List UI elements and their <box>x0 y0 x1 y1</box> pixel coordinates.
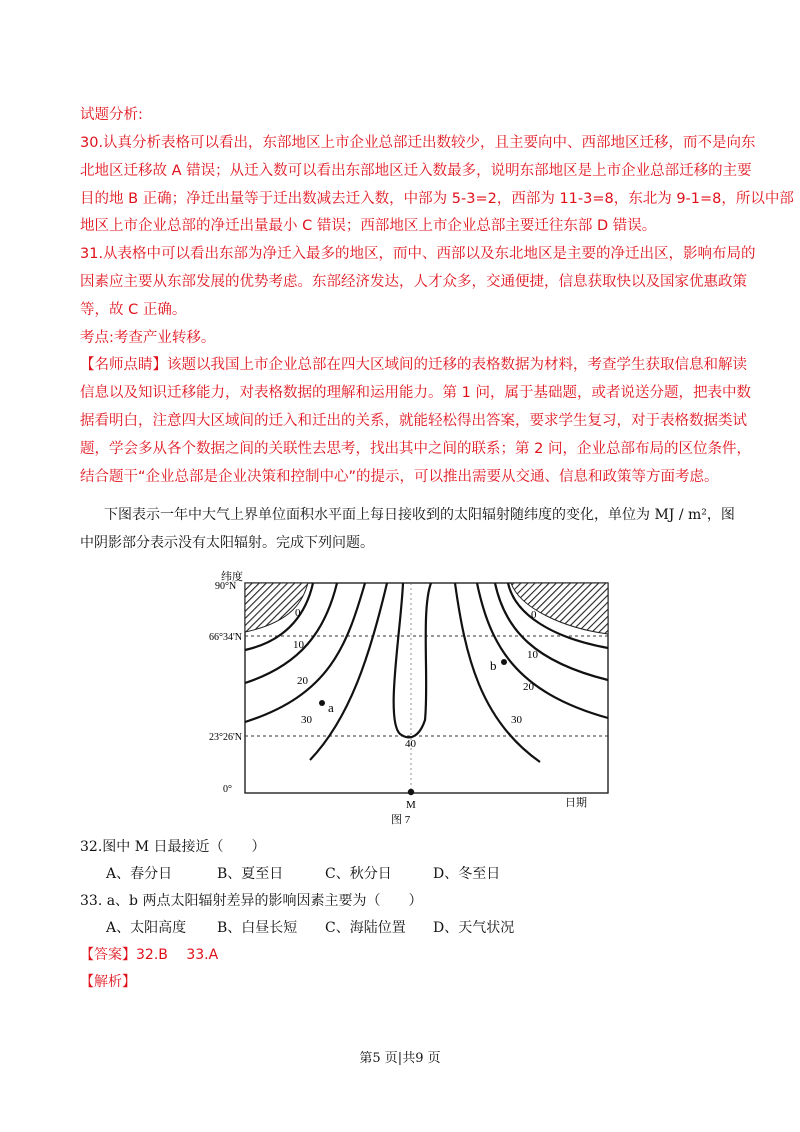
contour-label: 40 <box>405 738 416 750</box>
contour-label: 20 <box>297 675 308 687</box>
solar-radiation-figure <box>209 570 615 830</box>
q32-option-b: B、夏至日 <box>217 866 284 882</box>
analysis-line: 31.从表格中可以看出东部为净迁入最多的地区，而中、西部以及东北地区是主要的净迁出区，影响布局的 <box>80 246 756 262</box>
q33-option-c: C、海陆位置 <box>325 920 406 936</box>
point-b-marker <box>501 659 507 665</box>
q33-option-a: A、太阳高度 <box>106 920 187 936</box>
figure-caption: 图 7 <box>391 814 411 826</box>
q32-stem: 32.图中 M 日最接近（ ） <box>80 839 266 855</box>
contour-label: 0 <box>531 609 537 621</box>
y-label: 23°26'N <box>209 732 243 743</box>
analysis-line: 地区上市企业总部的净迁出量最小 C 错误；西部地区上市企业总部主要迁往东部 D 错误。 <box>80 218 657 234</box>
page-footer: 第5 页|共9 页 <box>359 1051 441 1066</box>
kaodian: 考点:考查产业转移。 <box>80 330 216 346</box>
q32-option-c: C、秋分日 <box>325 866 392 882</box>
question-intro-line: 下图表示一年中大气上界单位面积水平面上每日接收到的太阳辐射随纬度的变化，单位为 MJ / m²，图 <box>104 507 735 523</box>
teacher-note-line: 题，学会多从各个数据之间的关联性去思考，找出其中之间的联系；第 2 问，企业总部布局的区位条件， <box>80 441 751 457</box>
analysis-line: 北地区迁移故 A 错误；从迁入数可以看出东部地区迁入数最多，说明东部地区是上市企业总部迁移的主要 <box>80 163 752 179</box>
answer-line <box>80 944 218 964</box>
analysis-line: 等，故 C 正确。 <box>80 302 187 318</box>
contour-label: 10 <box>527 649 538 661</box>
y-axis-title: 纬度 <box>221 571 243 583</box>
point-a-marker <box>319 700 325 706</box>
analysis-line: 因素应主要从东部发展的优势考虑。东部经济发达，人才众多，交通便捷，信息获取快以及国家优惠政策 <box>80 274 747 290</box>
point-b-label: b <box>490 658 497 673</box>
point-a-label: a <box>328 700 334 715</box>
y-label: 90°N <box>215 581 237 592</box>
teacher-note-line: 结合题干“企业总部是企业决策和控制中心”的提示，可以推出需要从交通、信息和政策等方面考虑。 <box>80 469 719 485</box>
x-axis-title: 日期 <box>565 797 587 809</box>
answer-value: 32.B 33.A <box>136 947 219 963</box>
q33-stem: 33. a、b 两点太阳辐射差异的影响因素主要为（ ） <box>80 893 423 909</box>
teacher-note-line: 信息以及知识迁移能力，对表格数据的理解和运用能力。第 1 问，属于基础题，或者说送分题，把表中数 <box>80 385 751 401</box>
q33-option-d: D、天气状况 <box>433 920 515 936</box>
analysis-line: 目的地 B 正确；净迁出量等于迁出数减去迁入数，中部为 5-3=2，西部为 11-3=8，东北为 9-1=8，所以中部 <box>80 191 794 207</box>
analysis-line: 30.认真分析表格可以看出，东部地区上市企业总部迁出数较少，且主要向中、西部地区迁移，而不是向东 <box>80 135 756 151</box>
contour-label: 10 <box>293 639 304 651</box>
question-intro-line: 中阴影部分表示没有太阳辐射。完成下列问题。 <box>80 535 374 551</box>
contour-label: 20 <box>523 681 534 693</box>
contour-label: 0 <box>295 607 301 619</box>
q33-option-b: B、白昼长短 <box>217 920 298 936</box>
y-label: 66°34'N <box>209 632 243 643</box>
q32-option-d: D、冬至日 <box>433 866 501 882</box>
contour-label: 30 <box>511 714 522 726</box>
jiexi-label: 【解析】 <box>80 974 136 990</box>
teacher-note-line: 【名师点睛】该题以我国上市企业总部在四大区域间的迁移的表格数据为材料，考查学生获取信息和解读 <box>80 357 747 373</box>
m-date-marker <box>408 789 414 795</box>
answer-label: 【答案】 <box>80 947 136 963</box>
contour-label: 30 <box>301 714 312 726</box>
teacher-note-line: 据看明白，注意四大区域间的迁入和迁出的关系，就能轻松得出答案，要求学生复习，对于表格数据类试 <box>80 413 747 429</box>
y-label: 0° <box>223 784 232 795</box>
analysis-heading: 试题分析: <box>80 107 143 123</box>
q32-option-a: A、春分日 <box>106 866 173 882</box>
x-marker-label: M <box>406 799 416 811</box>
